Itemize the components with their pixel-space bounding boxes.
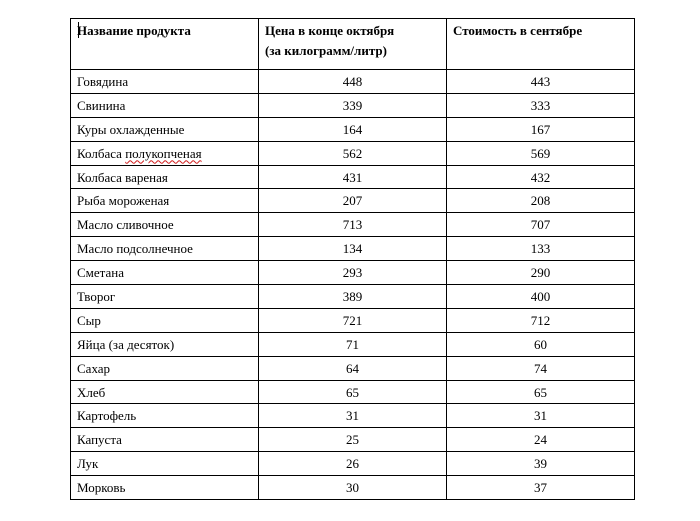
product-name-cell[interactable]: Яйца (за десяток) [71, 332, 259, 356]
september-price-cell[interactable]: 432 [447, 165, 635, 189]
september-price-cell[interactable]: 290 [447, 261, 635, 285]
table-header-row [71, 19, 635, 70]
september-price-cell[interactable]: 74 [447, 356, 635, 380]
table-row [71, 165, 635, 189]
october-price-cell[interactable]: 713 [259, 213, 447, 237]
september-price-cell[interactable]: 167 [447, 117, 635, 141]
header-price-september[interactable] [447, 19, 635, 70]
october-price-cell[interactable]: 293 [259, 261, 447, 285]
september-price-cell[interactable]: 65 [447, 380, 635, 404]
product-name-cell[interactable]: Лук [71, 452, 259, 476]
product-name-prefix: Колбаса [77, 145, 126, 161]
header-price-october[interactable] [259, 19, 447, 70]
october-price-cell[interactable]: 339 [259, 93, 447, 117]
product-name-cell[interactable]: Сахар [71, 356, 259, 380]
product-name-cell[interactable]: Рыба мороженая [71, 189, 259, 213]
table-row [71, 261, 635, 285]
table-row [71, 380, 635, 404]
october-price-cell[interactable]: 431 [259, 165, 447, 189]
october-price-cell[interactable]: 30 [259, 476, 447, 500]
header-product[interactable] [71, 19, 259, 70]
september-price-cell[interactable]: 400 [447, 285, 635, 309]
table-row [71, 93, 635, 117]
september-price-cell[interactable]: 39 [447, 452, 635, 476]
header-price-october-line1: Цена в конце октября [265, 23, 395, 38]
october-price-cell[interactable]: 65 [259, 380, 447, 404]
table-row [71, 428, 635, 452]
october-price-cell[interactable]: 207 [259, 189, 447, 213]
october-price-cell[interactable]: 25 [259, 428, 447, 452]
table-row [71, 332, 635, 356]
september-price-cell[interactable]: 569 [447, 141, 635, 165]
product-name-cell[interactable]: Колбаса вареная [71, 165, 259, 189]
table-row [71, 308, 635, 332]
october-price-cell[interactable]: 71 [259, 332, 447, 356]
october-price-cell[interactable]: 721 [259, 308, 447, 332]
september-price-cell[interactable]: 24 [447, 428, 635, 452]
table-row [71, 404, 635, 428]
table-row [71, 117, 635, 141]
product-name-cell[interactable]: Творог [71, 285, 259, 309]
header-product-label: Название продукта [77, 23, 191, 38]
october-price-cell[interactable]: 134 [259, 237, 447, 261]
product-name-cell[interactable]: Сметана [71, 261, 259, 285]
product-name-cell[interactable]: Говядина [71, 70, 259, 94]
spellcheck-flagged-word: полукопченая [125, 145, 202, 161]
october-price-cell[interactable]: 562 [259, 141, 447, 165]
table-row [71, 452, 635, 476]
table-row [71, 70, 635, 94]
september-price-cell[interactable]: 31 [447, 404, 635, 428]
product-name-cell[interactable]: Картофель [71, 404, 259, 428]
table-row [71, 213, 635, 237]
september-price-cell[interactable]: 208 [447, 189, 635, 213]
september-price-cell[interactable]: 37 [447, 476, 635, 500]
september-price-cell[interactable]: 133 [447, 237, 635, 261]
september-price-cell[interactable]: 60 [447, 332, 635, 356]
october-price-cell[interactable]: 389 [259, 285, 447, 309]
product-name-cell[interactable]: Хлеб [71, 380, 259, 404]
table-row [71, 141, 635, 165]
table-row [71, 237, 635, 261]
october-price-cell[interactable]: 164 [259, 117, 447, 141]
product-name-cell[interactable]: Сыр [71, 308, 259, 332]
header-price-september-label: Стоимость в сентябре [453, 23, 583, 38]
table-row [71, 356, 635, 380]
product-name-cell[interactable] [71, 141, 259, 165]
october-price-cell[interactable]: 64 [259, 356, 447, 380]
product-name-cell[interactable]: Масло подсолнечное [71, 237, 259, 261]
september-price-cell[interactable]: 333 [447, 93, 635, 117]
product-name-cell[interactable]: Морковь [71, 476, 259, 500]
header-price-october-line2: (за килограмм/литр) [265, 43, 387, 58]
product-name-cell[interactable]: Свинина [71, 93, 259, 117]
september-price-cell[interactable]: 712 [447, 308, 635, 332]
october-price-cell[interactable]: 26 [259, 452, 447, 476]
product-name-cell[interactable]: Капуста [71, 428, 259, 452]
product-name-cell[interactable]: Куры охлажденные [71, 117, 259, 141]
table-row [71, 285, 635, 309]
september-price-cell[interactable]: 443 [447, 70, 635, 94]
october-price-cell[interactable]: 31 [259, 404, 447, 428]
price-table [70, 18, 635, 500]
table-row [71, 189, 635, 213]
product-name-cell[interactable]: Масло сливочное [71, 213, 259, 237]
october-price-cell[interactable]: 448 [259, 70, 447, 94]
table-row [71, 476, 635, 500]
september-price-cell[interactable]: 707 [447, 213, 635, 237]
